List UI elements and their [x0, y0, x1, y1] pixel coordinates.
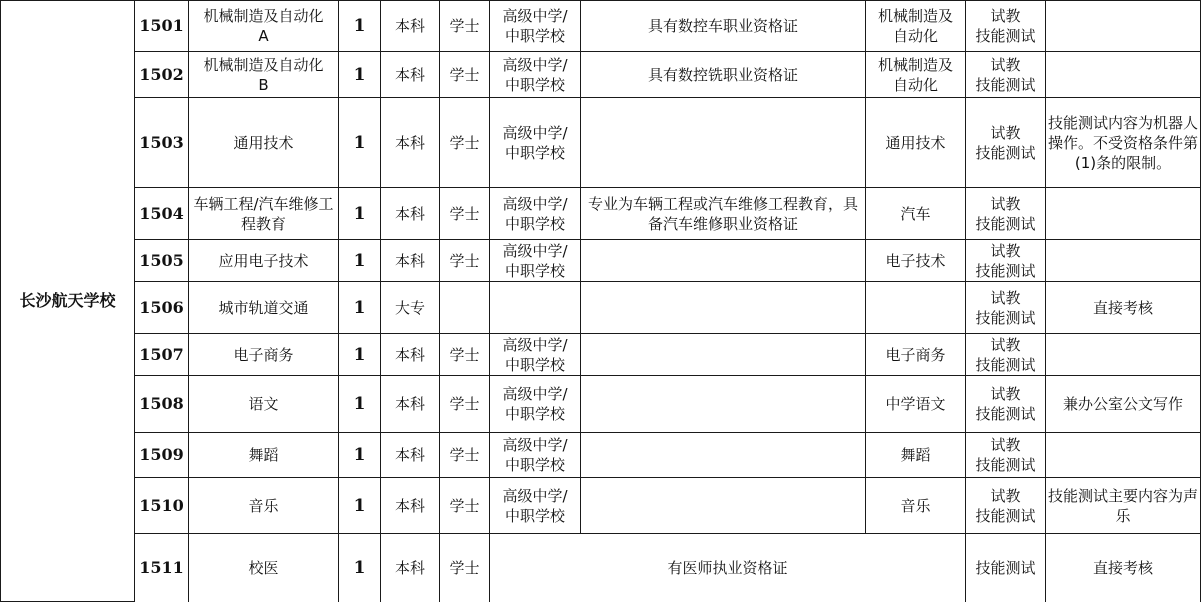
major-name: 舞蹈: [189, 433, 339, 478]
cert-subject: 电子商务: [866, 334, 966, 376]
post-code: 1504: [135, 188, 189, 240]
education-level: 本科: [381, 240, 440, 282]
table-row: [1, 433, 1201, 478]
exam-method: 技能测试: [966, 534, 1046, 602]
remark: 兼办公室公文写作: [1046, 376, 1201, 433]
table-row: [1, 478, 1201, 534]
teacher-cert-level: 高级中学/ 中职学校: [490, 334, 581, 376]
exam-method: 试教 技能测试: [966, 478, 1046, 534]
cert-subject: 通用技术: [866, 98, 966, 188]
education-level: 本科: [381, 534, 440, 602]
post-code: 1508: [135, 376, 189, 433]
teacher-cert-level: 高级中学/ 中职学校: [490, 52, 581, 98]
remark: [1046, 52, 1201, 98]
other-requirements: [581, 478, 866, 534]
table-row: [1, 282, 1201, 334]
exam-method: 试教 技能测试: [966, 433, 1046, 478]
other-requirements: [581, 376, 866, 433]
major-name: 机械制造及自动化 A: [189, 1, 339, 52]
table-row: [1, 240, 1201, 282]
other-requirements: [581, 98, 866, 188]
post-code: 1502: [135, 52, 189, 98]
hire-count: 1: [339, 282, 381, 334]
education-level: 本科: [381, 52, 440, 98]
education-level: 本科: [381, 334, 440, 376]
teacher-cert-level: 高级中学/ 中职学校: [490, 478, 581, 534]
cert-subject: 音乐: [866, 478, 966, 534]
cert-subject: 汽车: [866, 188, 966, 240]
degree: 学士: [440, 433, 490, 478]
other-requirements: 有医师执业资格证: [490, 534, 966, 602]
degree: [440, 282, 490, 334]
exam-method: 试教 技能测试: [966, 98, 1046, 188]
school-name: 长沙航天学校: [1, 1, 135, 602]
other-requirements: [581, 240, 866, 282]
post-code: 1505: [135, 240, 189, 282]
post-code: 1511: [135, 534, 189, 602]
remark: [1046, 334, 1201, 376]
other-requirements: 具有数控铣职业资格证: [581, 52, 866, 98]
education-level: 本科: [381, 478, 440, 534]
post-code: 1503: [135, 98, 189, 188]
degree: 学士: [440, 98, 490, 188]
exam-method: 试教 技能测试: [966, 240, 1046, 282]
post-code: 1506: [135, 282, 189, 334]
remark: [1046, 1, 1201, 52]
hire-count: 1: [339, 334, 381, 376]
other-requirements: 专业为车辆工程或汽车维修工程教育，具备汽车维修职业资格证: [581, 188, 866, 240]
education-level: 本科: [381, 1, 440, 52]
table-row: [1, 52, 1201, 98]
table-row: [1, 98, 1201, 188]
exam-method: 试教 技能测试: [966, 52, 1046, 98]
remark: 技能测试主要内容为声乐: [1046, 478, 1201, 534]
cert-subject: 电子技术: [866, 240, 966, 282]
education-level: 本科: [381, 433, 440, 478]
post-code: 1501: [135, 1, 189, 52]
exam-method: 试教 技能测试: [966, 1, 1046, 52]
table-row: [1, 334, 1201, 376]
table-row: [1, 376, 1201, 433]
teacher-cert-level: 高级中学/ 中职学校: [490, 1, 581, 52]
major-name: 城市轨道交通: [189, 282, 339, 334]
major-name: 音乐: [189, 478, 339, 534]
remark: 直接考核: [1046, 534, 1201, 602]
hire-count: 1: [339, 478, 381, 534]
remark: [1046, 188, 1201, 240]
major-name: 校医: [189, 534, 339, 602]
hire-count: 1: [339, 1, 381, 52]
teacher-cert-level: 高级中学/ 中职学校: [490, 98, 581, 188]
hire-count: 1: [339, 52, 381, 98]
major-name: 电子商务: [189, 334, 339, 376]
post-code: 1509: [135, 433, 189, 478]
major-name: 机械制造及自动化 B: [189, 52, 339, 98]
cert-subject: 机械制造及 自动化: [866, 52, 966, 98]
degree: 学士: [440, 534, 490, 602]
remark: 技能测试内容为机器人操作。不受资格条件第(1)条的限制。: [1046, 98, 1201, 188]
education-level: 本科: [381, 376, 440, 433]
teacher-cert-level: 高级中学/ 中职学校: [490, 240, 581, 282]
other-requirements: [581, 433, 866, 478]
exam-method: 试教 技能测试: [966, 282, 1046, 334]
degree: 学士: [440, 376, 490, 433]
exam-method: 试教 技能测试: [966, 188, 1046, 240]
remark: [1046, 433, 1201, 478]
education-level: 本科: [381, 98, 440, 188]
teacher-cert-level: [490, 282, 581, 334]
cert-subject: [866, 282, 966, 334]
other-requirements: [581, 334, 866, 376]
hire-count: 1: [339, 240, 381, 282]
degree: 学士: [440, 240, 490, 282]
hire-count: 1: [339, 534, 381, 602]
table-row: [1, 534, 1201, 602]
post-code: 1507: [135, 334, 189, 376]
post-code: 1510: [135, 478, 189, 534]
table-row: [1, 1, 1201, 52]
education-level: 本科: [381, 188, 440, 240]
degree: 学士: [440, 1, 490, 52]
cert-subject: 舞蹈: [866, 433, 966, 478]
remark: 直接考核: [1046, 282, 1201, 334]
exam-method: 试教 技能测试: [966, 334, 1046, 376]
degree: 学士: [440, 478, 490, 534]
degree: 学士: [440, 334, 490, 376]
hire-count: 1: [339, 433, 381, 478]
remark: [1046, 240, 1201, 282]
major-name: 通用技术: [189, 98, 339, 188]
teacher-cert-level: 高级中学/ 中职学校: [490, 433, 581, 478]
table-row: [1, 188, 1201, 240]
hire-count: 1: [339, 188, 381, 240]
other-requirements: 具有数控车职业资格证: [581, 1, 866, 52]
teacher-cert-level: 高级中学/ 中职学校: [490, 376, 581, 433]
education-level: 大专: [381, 282, 440, 334]
cert-subject: 机械制造及 自动化: [866, 1, 966, 52]
degree: 学士: [440, 52, 490, 98]
cert-subject: 中学语文: [866, 376, 966, 433]
teacher-cert-level: 高级中学/ 中职学校: [490, 188, 581, 240]
major-name: 车辆工程/汽车维修工程教育: [189, 188, 339, 240]
degree: 学士: [440, 188, 490, 240]
hire-count: 1: [339, 98, 381, 188]
hire-count: 1: [339, 376, 381, 433]
other-requirements: [581, 282, 866, 334]
major-name: 语文: [189, 376, 339, 433]
exam-method: 试教 技能测试: [966, 376, 1046, 433]
major-name: 应用电子技术: [189, 240, 339, 282]
